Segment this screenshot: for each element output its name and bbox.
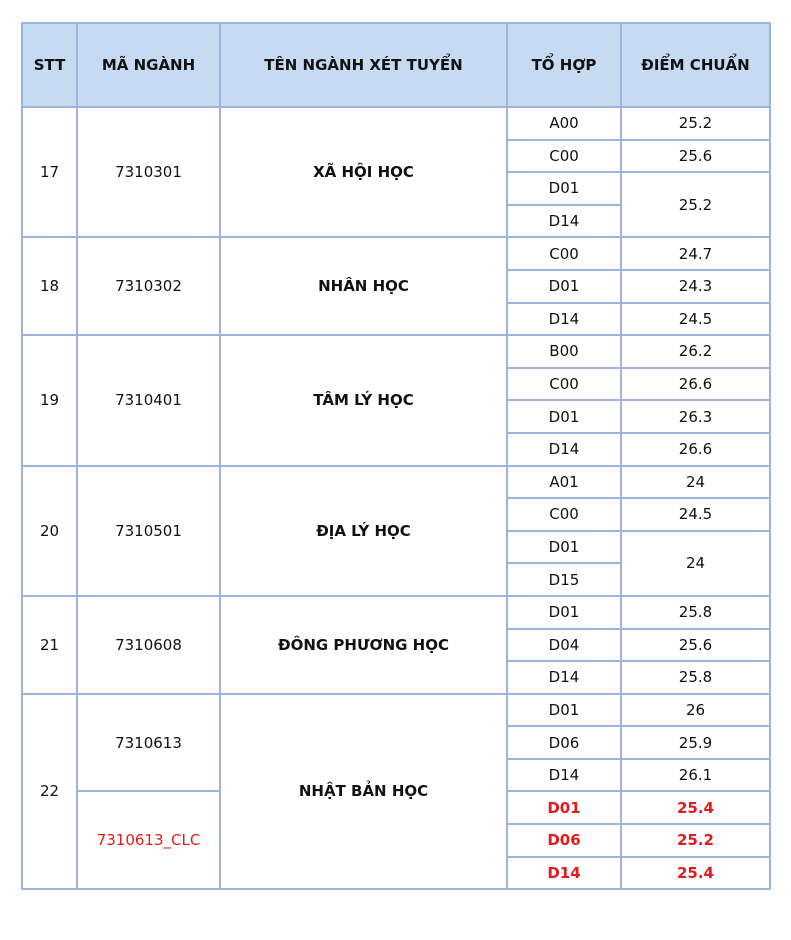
stt-cell: 17: [22, 107, 77, 237]
major-code-clc-cell: 7310613_CLC: [77, 791, 220, 889]
stt-cell: 21: [22, 596, 77, 694]
score-cell: 26.1: [621, 759, 770, 792]
combination-cell: D01: [507, 400, 621, 433]
major-name-cell: NHÂN HỌC: [220, 237, 507, 335]
score-cell: 26.3: [621, 400, 770, 433]
score-cell: 25.2: [621, 824, 770, 857]
major-name-cell: NHẬT BẢN HỌC: [220, 694, 507, 890]
score-cell: 24.5: [621, 498, 770, 531]
score-cell: 24.5: [621, 303, 770, 336]
header-stt: STT: [22, 23, 77, 107]
header-combination: TỔ HỢP: [507, 23, 621, 107]
combination-cell: D14: [507, 857, 621, 890]
score-cell: 25.6: [621, 140, 770, 173]
score-cell: 25.8: [621, 596, 770, 629]
combination-cell: D04: [507, 629, 621, 662]
combination-cell: B00: [507, 335, 621, 368]
score-cell: 25.2: [621, 107, 770, 140]
score-cell: 24: [621, 531, 770, 596]
combination-cell: D01: [507, 694, 621, 727]
score-cell: 26.2: [621, 335, 770, 368]
score-cell: 25.2: [621, 172, 770, 237]
combination-cell: D14: [507, 205, 621, 238]
score-cell: 25.4: [621, 791, 770, 824]
score-cell: 24.7: [621, 237, 770, 270]
combination-cell: D01: [507, 791, 621, 824]
score-cell: 25.6: [621, 629, 770, 662]
score-cell: 26.6: [621, 368, 770, 401]
combination-cell: D06: [507, 726, 621, 759]
combination-cell: D01: [507, 531, 621, 564]
combination-cell: D01: [507, 270, 621, 303]
major-code-cell: 7310302: [77, 237, 220, 335]
combination-cell: D01: [507, 596, 621, 629]
score-cell: 26.6: [621, 433, 770, 466]
major-name-cell: ĐỊA LÝ HỌC: [220, 466, 507, 596]
score-cell: 24: [621, 466, 770, 499]
header-major-code: MÃ NGÀNH: [77, 23, 220, 107]
table-row: [22, 596, 770, 629]
combination-cell: D14: [507, 759, 621, 792]
combination-cell: C00: [507, 498, 621, 531]
table-row: [22, 335, 770, 368]
header-major-name: TÊN NGÀNH XÉT TUYỂN: [220, 23, 507, 107]
score-cell: 24.3: [621, 270, 770, 303]
combination-cell: D14: [507, 433, 621, 466]
combination-cell: A00: [507, 107, 621, 140]
major-name-cell: TÂM LÝ HỌC: [220, 335, 507, 465]
score-cell: 26: [621, 694, 770, 727]
score-cell: 25.8: [621, 661, 770, 694]
stt-cell: 18: [22, 237, 77, 335]
combination-cell: D14: [507, 303, 621, 336]
stt-cell: 19: [22, 335, 77, 465]
combination-cell: D15: [507, 563, 621, 596]
major-code-cell: 7310613: [77, 694, 220, 792]
admission-scores-table: [21, 22, 771, 890]
stt-cell: 20: [22, 466, 77, 596]
combination-cell: D01: [507, 172, 621, 205]
combination-cell: C00: [507, 140, 621, 173]
table-row: [22, 107, 770, 140]
table-row: [22, 237, 770, 270]
major-code-cell: 7310608: [77, 596, 220, 694]
major-name-cell: XÃ HỘI HỌC: [220, 107, 507, 237]
score-cell: 25.4: [621, 857, 770, 890]
header-row: [22, 23, 770, 107]
header-benchmark-score: ĐIỂM CHUẨN: [621, 23, 770, 107]
major-code-cell: 7310401: [77, 335, 220, 465]
major-code-cell: 7310301: [77, 107, 220, 237]
major-name-cell: ĐÔNG PHƯƠNG HỌC: [220, 596, 507, 694]
combination-cell: C00: [507, 237, 621, 270]
combination-cell: C00: [507, 368, 621, 401]
combination-cell: D06: [507, 824, 621, 857]
table-row: [22, 466, 770, 499]
combination-cell: A01: [507, 466, 621, 499]
score-cell: 25.9: [621, 726, 770, 759]
table-row: [22, 694, 770, 727]
stt-cell: 22: [22, 694, 77, 890]
major-code-cell: 7310501: [77, 466, 220, 596]
combination-cell: D14: [507, 661, 621, 694]
